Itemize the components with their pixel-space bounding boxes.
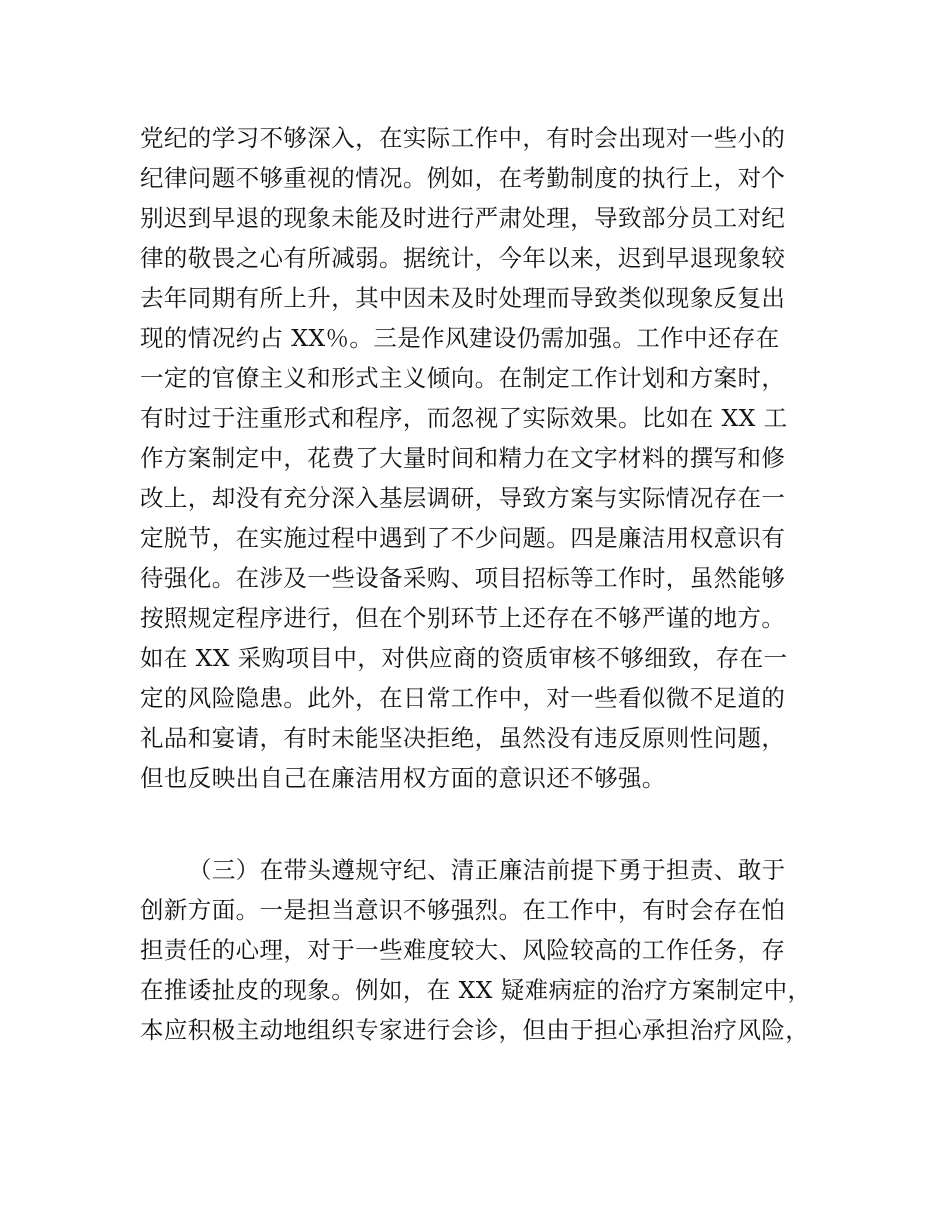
text-line: 作方案制定中，花费了大量时间和精力在文字材料的撰写和修 bbox=[140, 444, 786, 472]
text-line: 一定的官僚主义和形式主义倾向。在制定工作计划和方案时， bbox=[140, 364, 786, 392]
paragraph-discipline-issues bbox=[140, 118, 820, 798]
text-line: 改上，却没有充分深入基层调研，导致方案与实际情况存在一 bbox=[140, 484, 786, 512]
text-line: 创新方面。一是担当意识不够强烈。在工作中，有时会存在怕 bbox=[140, 896, 786, 924]
section-heading-line: （三）在带头遵规守纪、清正廉洁前提下勇于担责、敢于 bbox=[188, 856, 786, 884]
text-line: 在推诿扯皮的现象。例如，在 XX 疑难病症的治疗方案制定中， bbox=[140, 976, 812, 1004]
text-line: 现的情况约占 XX％。三是作风建设仍需加强。工作中还存在 bbox=[140, 324, 780, 352]
text-line: 担责任的心理，对于一些难度较大、风险较高的工作任务，存 bbox=[140, 936, 786, 964]
text-line: 但也反映出自己在廉洁用权方面的意识还不够强。 bbox=[140, 764, 666, 792]
text-line: 律的敬畏之心有所减弱。据统计，今年以来，迟到早退现象较 bbox=[140, 244, 786, 272]
text-line: 定的风险隐患。此外，在日常工作中，对一些看似微不足道的 bbox=[140, 684, 786, 712]
text-line: 定脱节，在实施过程中遇到了不少问题。四是廉洁用权意识有 bbox=[140, 524, 786, 552]
text-line: 待强化。在涉及一些设备采购、项目招标等工作时，虽然能够 bbox=[140, 564, 786, 592]
text-line: 纪律问题不够重视的情况。例如，在考勤制度的执行上，对个 bbox=[140, 164, 786, 192]
text-line: 别迟到早退的现象未能及时进行严肃处理，导致部分员工对纪 bbox=[140, 204, 786, 232]
text-line: 党纪的学习不够深入，在实际工作中，有时会出现对一些小的 bbox=[140, 124, 786, 152]
text-line: 按照规定程序进行，但在个别环节上还存在不够严谨的地方。 bbox=[140, 604, 786, 632]
text-line: 本应积极主动地组织专家进行会诊，但由于担心承担治疗风险， bbox=[140, 1016, 810, 1044]
text-line: 如在 XX 采购项目中，对供应商的资质审核不够细致，存在一 bbox=[140, 644, 788, 672]
paragraph-section-three bbox=[140, 850, 820, 1050]
text-line: 有时过于注重形式和程序，而忽视了实际效果。比如在 XX 工 bbox=[140, 404, 788, 432]
text-line: 去年同期有所上升，其中因未及时处理而导致类似现象反复出 bbox=[140, 284, 786, 312]
text-line: 礼品和宴请，有时未能坚决拒绝，虽然没有违反原则性问题， bbox=[140, 724, 786, 752]
